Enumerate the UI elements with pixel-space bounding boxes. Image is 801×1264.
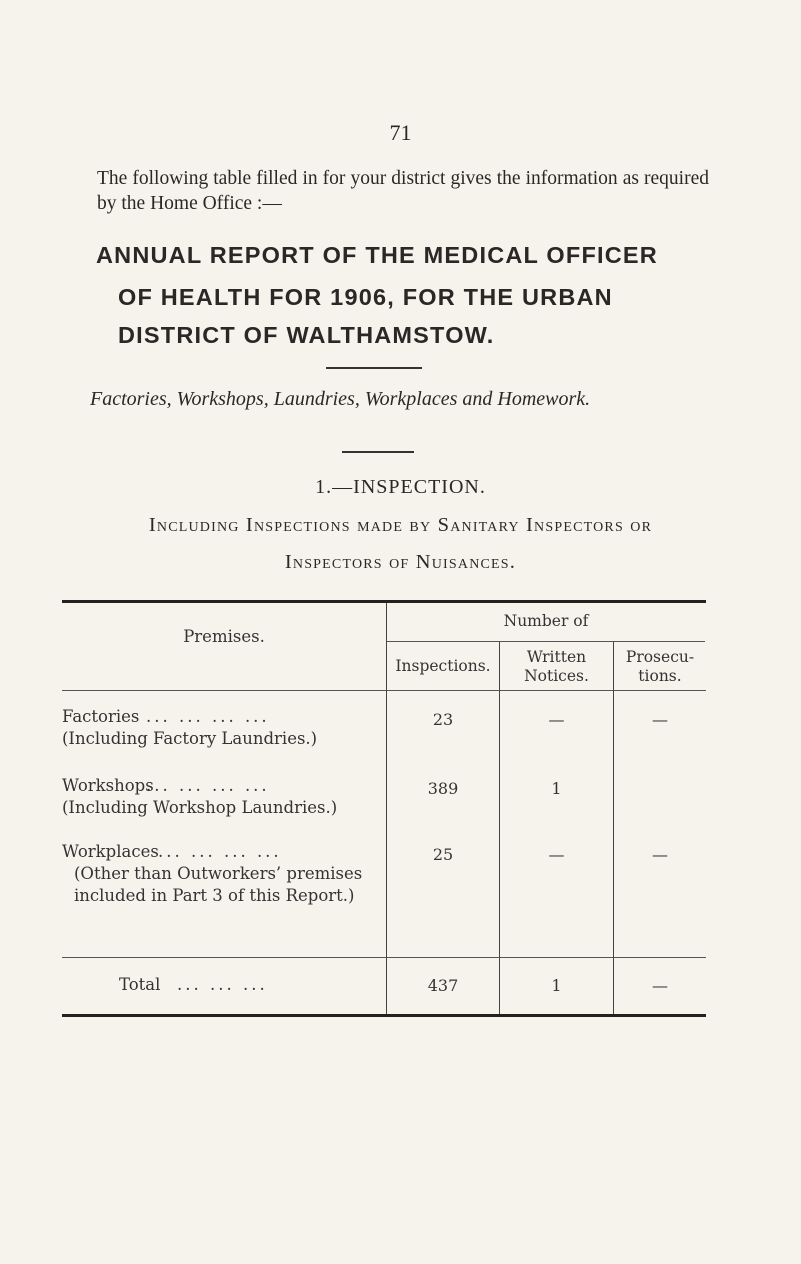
written-notices-value: — [548, 845, 565, 864]
header-bottom-rule [62, 690, 706, 691]
column-rule [499, 642, 500, 1014]
subject-line: Factories, Workshops, Laundries, Workplaces and Homework. [90, 388, 591, 410]
number-of-header: Number of [503, 612, 589, 630]
written-notices-header-line-2: Notices. [524, 667, 589, 685]
total-inspections-value: 437 [427, 976, 459, 995]
table-top-rule [62, 600, 706, 603]
table-row-label [62, 775, 392, 819]
divider-rule [342, 451, 414, 453]
written-notices-value: 1 [551, 779, 562, 798]
leader-dots: ... ... ... [177, 975, 268, 994]
column-rule [386, 603, 387, 1014]
inspections-value: 389 [427, 779, 459, 798]
report-title-line-3: DISTRICT OF WALTHAMSTOW. [118, 322, 495, 348]
section-subheading-line-1: Including Inspections made by Sanitary Inspectors or [148, 514, 653, 536]
total-prosecutions-value: — [652, 976, 668, 995]
inspections-value: 25 [432, 845, 454, 864]
prosecutions-value: — [652, 845, 668, 864]
table-bottom-rule [62, 1014, 706, 1017]
prosecutions-header [614, 648, 706, 686]
row-name: Workshops [62, 776, 154, 795]
leader-dots: ... ... ... ... [146, 776, 270, 795]
inspections-value: 23 [432, 710, 454, 729]
row-name: Workplaces [62, 842, 159, 861]
prosecutions-value: — [652, 710, 668, 729]
table-row-label [62, 841, 392, 907]
written-notices-header-line-1: Written [526, 648, 587, 666]
section-heading: 1.—INSPECTION. [315, 476, 486, 498]
total-label: Total [119, 975, 161, 994]
row-subtitle: included in Part 3 of this Report.) [74, 886, 355, 905]
written-notices-value: — [548, 710, 565, 729]
row-subtitle: (Other than Outworkers’ premises [74, 864, 363, 883]
table-row-label [62, 706, 392, 750]
total-top-rule [62, 957, 706, 958]
total-row-label [119, 974, 379, 996]
report-title-line-2: OF HEALTH FOR 1906, FOR THE URBAN [118, 284, 613, 310]
section-subheading-line-2: Inspectors of Nuisances. [284, 551, 517, 573]
report-title-line-1: ANNUAL REPORT OF THE MEDICAL OFFICER [96, 242, 658, 268]
premises-header: Premises. [183, 627, 265, 646]
row-subtitle: (Including Workshop Laundries.) [62, 798, 338, 817]
header-split-rule [387, 641, 705, 642]
prosecutions-header-line-1: Prosecu- [625, 648, 695, 666]
intro-paragraph: The following table filled in for your district gives the information as required by the Home Office :— [97, 168, 709, 214]
row-name: Factories [62, 707, 140, 726]
row-subtitle: (Including Factory Laundries.) [62, 729, 318, 748]
page-number: 71 [389, 120, 412, 145]
prosecutions-header-line-2: tions. [638, 667, 682, 685]
divider-rule [326, 367, 422, 369]
total-written-notices-value: 1 [551, 976, 562, 995]
written-notices-header [500, 648, 613, 686]
leader-dots: ... ... ... ... [146, 707, 270, 726]
leader-dots: ... ... ... ... [158, 842, 282, 861]
column-rule [613, 642, 614, 1014]
inspections-header: Inspections. [395, 657, 491, 675]
